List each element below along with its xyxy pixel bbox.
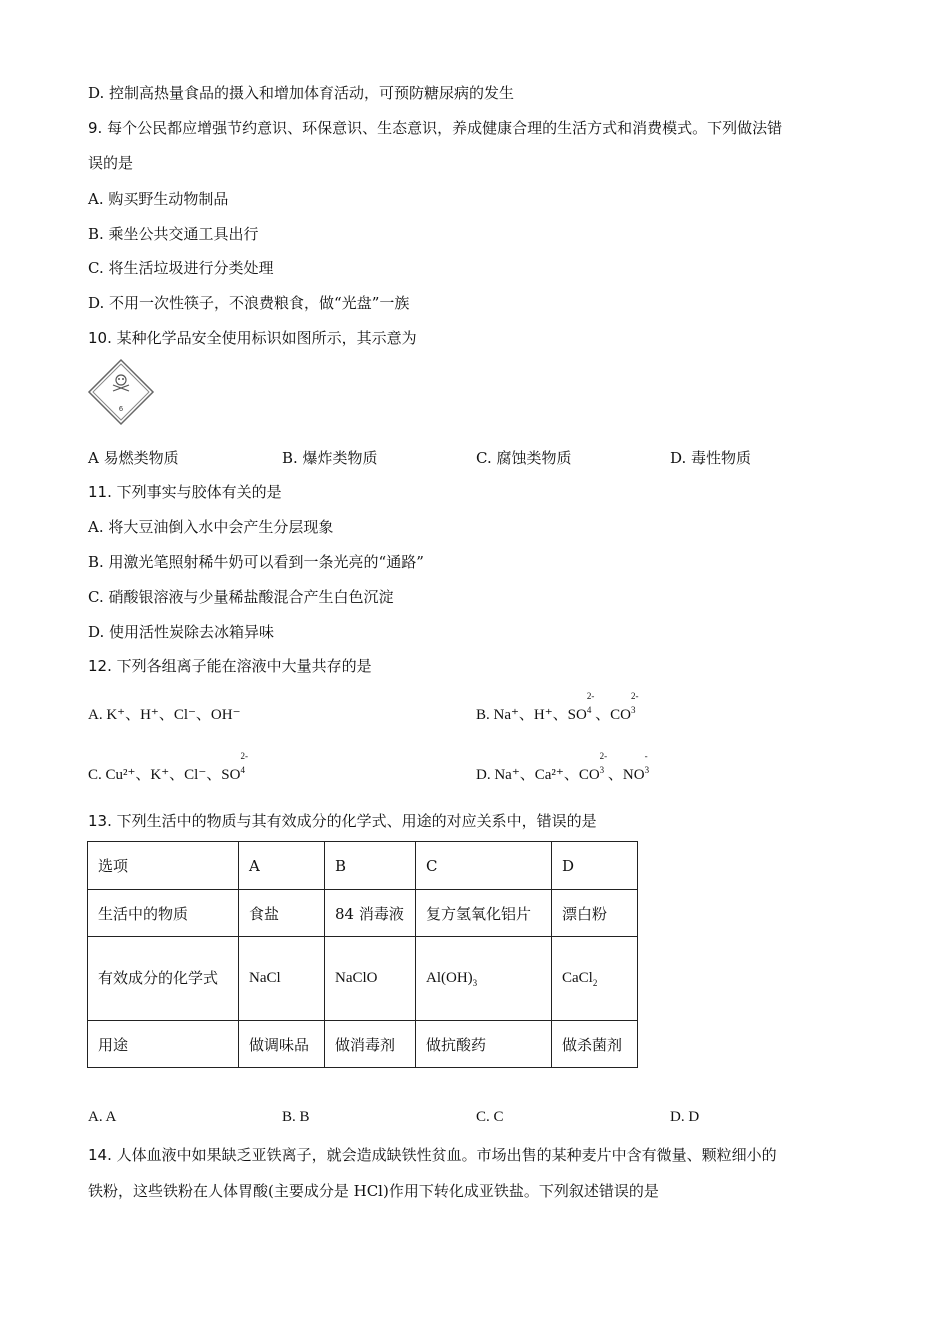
q8-option-d: D. 控制高热量食品的摄入和增加体育活动，可预防糖尿病的发生 xyxy=(88,84,515,102)
q11-option-d: D. 使用活性炭除去冰箱异味 xyxy=(88,623,275,641)
table-cell: 做调味品 xyxy=(239,1021,325,1068)
q12b-so4-sub: 4 xyxy=(586,705,592,715)
q10-option-d: D. 毒性物质 xyxy=(670,449,752,467)
q12d-no3-sub: 3 xyxy=(644,765,650,775)
table-cell: 做抗酸药 xyxy=(416,1021,552,1068)
formula-sub: 3 xyxy=(472,977,478,988)
table-header-row xyxy=(88,842,638,890)
q13-option-b: B. B xyxy=(282,1109,310,1125)
table-cell xyxy=(416,937,552,1021)
q12b-co3-sub: 3 xyxy=(630,705,636,715)
table-cell: NaClO xyxy=(325,937,416,1021)
q10-stem: 10. 某种化学品安全使用标识如图所示，其示意为 xyxy=(88,329,417,347)
q12d-co3-charge: 2- xyxy=(599,751,608,761)
q12-option-c xyxy=(88,751,248,784)
q13-option-d: D. D xyxy=(670,1109,700,1125)
table-cell: D xyxy=(552,842,638,890)
q9-stem: 9. 每个公民都应增强节约意识、环保意识、生态意识，养成健康合理的生活方式和消费模式。下列做法错 xyxy=(88,119,783,137)
q12-option-a: A. K⁺、H⁺、Cl⁻、OH⁻ xyxy=(88,707,241,723)
table-cell: NaCl xyxy=(239,937,325,1021)
table-cell: B xyxy=(325,842,416,890)
toxic-hazard-sign-icon xyxy=(87,358,155,426)
table-cell: 84 消毒液 xyxy=(325,890,416,937)
table-cell: 用途 xyxy=(88,1021,239,1068)
q13-stem: 13. 下列生活中的物质与其有效成分的化学式、用途的对应关系中，错误的是 xyxy=(88,812,597,830)
table-cell: A xyxy=(239,842,325,890)
table-cell: C xyxy=(416,842,552,890)
table-cell: 有效成分的化学式 xyxy=(88,937,239,1021)
hazard-class-number: 6 xyxy=(118,405,124,413)
q10-option-b: B. 爆炸类物质 xyxy=(282,449,378,467)
q12d-no3-charge: - xyxy=(644,751,648,761)
table-cell: 做消毒剂 xyxy=(325,1021,416,1068)
q12c-prefix: C. Cu²⁺、K⁺、Cl⁻、SO xyxy=(88,767,241,783)
q12d-co3-sub: 3 xyxy=(599,765,605,775)
table-cell xyxy=(552,937,638,1021)
q14-stem-cont: 铁粉，这些铁粉在人体胃酸(主要成分是 HCl)作用下转化成亚铁盐。下列叙述错误的是 xyxy=(88,1182,659,1200)
q12-option-b xyxy=(476,691,639,724)
q12-stem: 12. 下列各组离子能在溶液中大量共存的是 xyxy=(88,657,372,675)
q10-option-c: C. 腐蚀类物质 xyxy=(476,449,572,467)
table-cell: 生活中的物质 xyxy=(88,890,239,937)
formula-sub: 2 xyxy=(592,977,598,988)
q12d-sep: 、 xyxy=(607,767,623,783)
table-row xyxy=(88,890,638,937)
q14-stem: 14. 人体血液中如果缺乏亚铁离子，就会造成缺铁性贫血。市场出售的某种麦片中含有微量、颗粒细小的 xyxy=(88,1146,777,1164)
q11-option-a: A. 将大豆油倒入水中会产生分层现象 xyxy=(88,518,334,536)
q9-option-a: A. 购买野生动物制品 xyxy=(88,190,229,208)
formula-aloh: Al(OH) xyxy=(426,969,473,986)
q13-option-a: A. A xyxy=(88,1109,117,1125)
table-cell: 漂白粉 xyxy=(552,890,638,937)
q13-table xyxy=(87,841,638,1068)
q12c-so4-sub: 4 xyxy=(240,765,245,775)
table-cell: 选项 xyxy=(88,842,239,890)
q13-option-c: C. C xyxy=(476,1109,504,1125)
q12b-so4-charge: 2- xyxy=(586,691,595,701)
q12b-co3-charge: 2- xyxy=(630,691,639,701)
q11-option-c: C. 硝酸银溶液与少量稀盐酸混合产生白色沉淀 xyxy=(88,588,394,606)
q12b-sep: 、 xyxy=(595,707,611,723)
q9-option-c: C. 将生活垃圾进行分类处理 xyxy=(88,259,274,277)
table-row xyxy=(88,937,638,1021)
formula-cacl: CaCl xyxy=(562,969,593,986)
q12d-prefix: D. Na⁺、Ca²⁺、CO xyxy=(476,767,600,783)
table-cell: 食盐 xyxy=(239,890,325,937)
q9-option-b: B. 乘坐公共交通工具出行 xyxy=(88,225,259,243)
q9-stem-cont: 误的是 xyxy=(88,154,134,172)
table-row xyxy=(88,1021,638,1068)
q12c-so4-charge: 2- xyxy=(240,751,248,761)
q11-stem: 11. 下列事实与胶体有关的是 xyxy=(88,483,282,501)
q12-option-d xyxy=(476,751,650,784)
q12b-prefix: B. Na⁺、H⁺、SO xyxy=(476,707,587,723)
q11-option-b: B. 用激光笔照射稀牛奶可以看到一条光亮的“通路” xyxy=(88,553,424,571)
q10-option-a: A 易燃类物质 xyxy=(88,449,179,467)
table-cell: 复方氢氧化铝片 xyxy=(416,890,552,937)
table-cell: 做杀菌剂 xyxy=(552,1021,638,1068)
q9-option-d: D. 不用一次性筷子，不浪费粮食，做“光盘”一族 xyxy=(88,294,410,312)
q12d-no: NO xyxy=(622,767,645,783)
q12b-co: CO xyxy=(610,707,631,723)
